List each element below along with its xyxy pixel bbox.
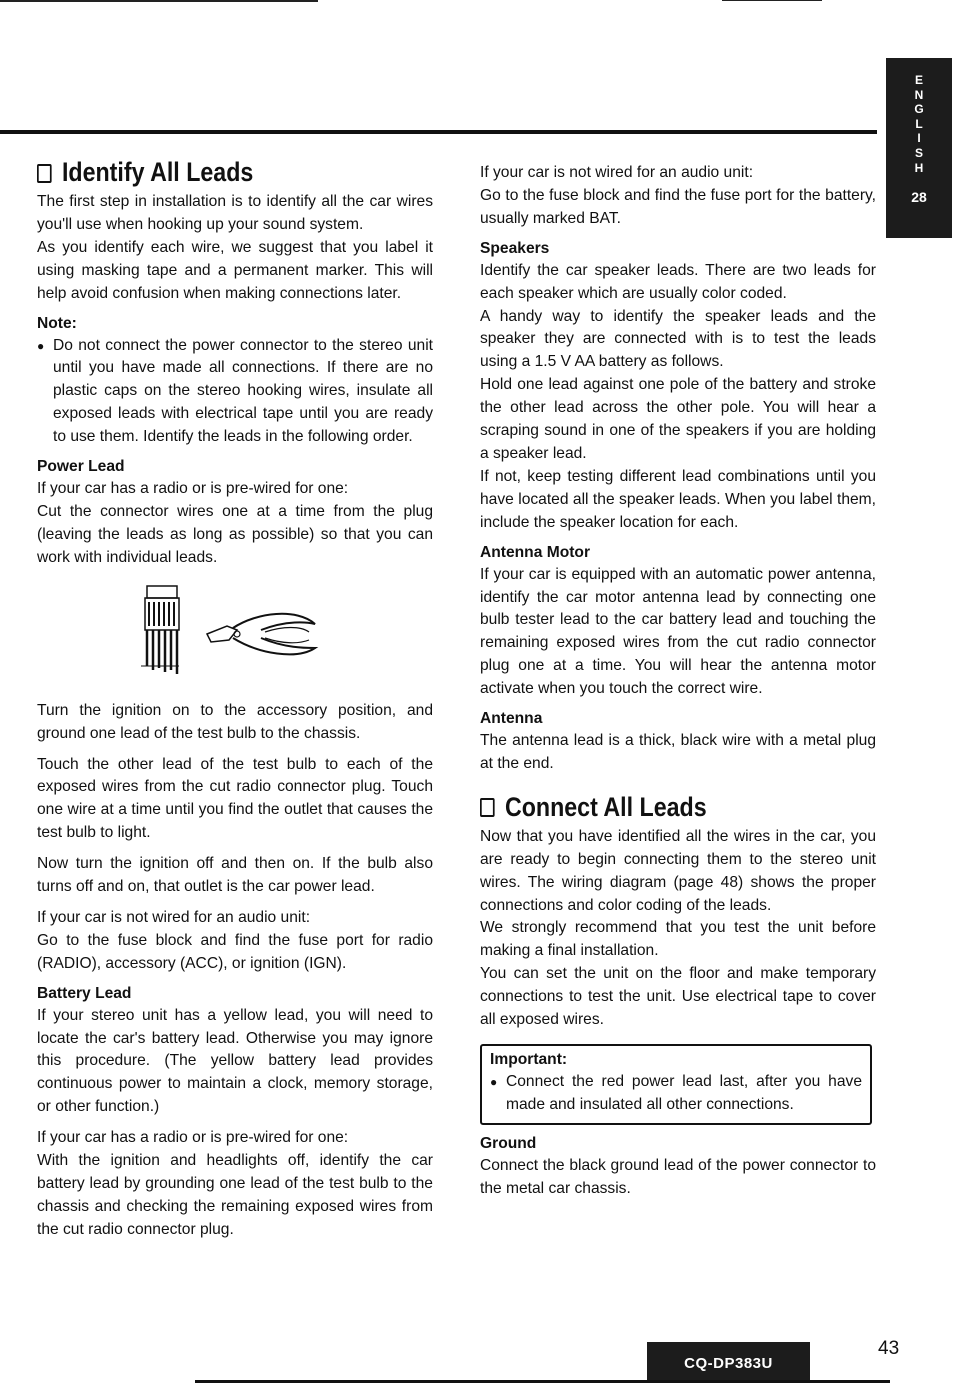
top-edge-line-right (722, 0, 822, 1)
paragraph: If your car is equipped with an automatic power antenna, identify the car motor antenna lead by connecting one bulb tester lead to the car battery lead and touching the remaining exposed wires from the cut radio connector plug one at a time. You will hear the antenna motor activate when you touch the correct wire. (480, 565, 876, 698)
bullet-text: Do not connect the power connector to the stereo unit until you have made all connections. If there are no plastic caps on the stereo hooking wires, insulate all exposed leads with electrical tape until you are ready to use them. Identify the leads in the following order. (53, 336, 433, 446)
important-bullet (490, 1071, 862, 1117)
paragraph: As you identify each wire, we suggest that you label it using masking tape and a permanent marker. This will help avoid confusion when making connections later. (37, 238, 433, 302)
paragraph: If your car has a radio or is pre-wired for one: (37, 1129, 349, 1147)
left-column (37, 155, 433, 1242)
footer-rule (195, 1380, 890, 1383)
paragraph: Now turn the ignition off and then on. If the bulb also turns off and on, that outlet is the car power lead. (37, 855, 433, 896)
tab-letter: E (914, 73, 923, 87)
tab-letter: G (914, 102, 924, 117)
paragraph: Cut the connector wires one at a time from the plug (leaving the leads as long as possible) so that you can work with individual leads. (37, 502, 433, 566)
language-tab-letters (886, 58, 952, 175)
paragraph: Touch the other lead of the test bulb to each of the exposed wires from the cut radio connector plug. Touch one wire at a time until you find the outlet that causes the test bulb to light. (37, 755, 433, 842)
paragraph: We strongly recommend that you test the unit before making a final installation. (480, 919, 876, 960)
paragraph: If your stereo unit has a yellow lead, you will need to locate the car's battery lead. Otherwise you may ignore this procedure. (The yellow battery lead provides continuous power to maintain a clock, memory storage, or other function.) (37, 1006, 433, 1116)
battery-lead-heading: Battery Lead (37, 984, 132, 1002)
tab-letter: N (914, 87, 924, 102)
paragraph: A handy way to identify the speaker leads and the speaker they are connected with is to test the leads using a 1.5 V AA battery as follows. (480, 307, 876, 371)
wire-cutter-illustration (137, 582, 337, 686)
connector-and-cutter-illustration (137, 582, 337, 686)
paragraph: If your car is not wired for an audio unit: (480, 164, 754, 181)
header-rule (0, 130, 877, 134)
right-column (480, 162, 876, 1201)
tab-letter: I (917, 131, 921, 146)
paragraph: Go to the fuse block and find the fuse port for radio (RADIO), accessory (ACC), or ignition (IGN). (37, 931, 433, 972)
note-heading: Note: (37, 314, 77, 332)
checkbox-square-icon (480, 798, 495, 817)
important-heading: Important: (490, 1051, 568, 1068)
paragraph: If not, keep testing different lead combinations until you have located all the speaker leads. When you label them, include the speaker location for each. (480, 467, 876, 531)
checkbox-square-icon (37, 164, 52, 183)
section-title-connect (480, 790, 821, 824)
paragraph: Now that you have identified all the wires in the car, you are ready to begin connecting them to the stereo unit wires. The wiring diagram (page 48) shows the proper connections and color coding of the leads. (480, 827, 876, 914)
power-lead-heading: Power Lead (37, 458, 125, 476)
paragraph: If your car is not wired for an audio unit: (37, 908, 311, 926)
bullet-dot-icon: ● (37, 338, 45, 353)
paragraph: If your car has a radio or is pre-wired for one: (37, 480, 349, 498)
ground-heading: Ground (480, 1134, 537, 1152)
paragraph: Identify the car speaker leads. There are two leads for each speaker which are usually color coded. (480, 261, 876, 302)
paragraph: The antenna lead is a thick, black wire with a metal plug at the end. (480, 732, 876, 772)
section-title-text: Connect All Leads (504, 791, 707, 822)
paragraph: With the ignition and headlights off, identify the car battery lead by grounding one lead of the test bulb to the chassis and checking the remaining exposed wires from the cut radio connector plug. (37, 1152, 433, 1238)
language-tab (886, 58, 952, 238)
tab-letter: L (915, 116, 923, 131)
antenna-heading: Antenna (480, 710, 543, 728)
paragraph: Hold one lead against one pole of the battery and stroke the other lead across the other pole. You will hear a scraping sound in one of the speakers if you are holding a speaker lead. (480, 376, 876, 462)
paragraph: The first step in installation is to identify all the car wires you'll use when hooking up your sound system. (37, 193, 433, 233)
section-title-identify (37, 155, 378, 189)
tab-letter: H (914, 160, 924, 175)
speakers-heading: Speakers (480, 239, 550, 257)
paragraph: Connect the black ground lead of the power connector to the metal car chassis. (480, 1156, 876, 1197)
top-edge-line (0, 0, 318, 2)
section-title-text: Identify All Leads (61, 157, 254, 187)
note-bullet (37, 335, 433, 450)
bullet-dot-icon: ● (490, 1075, 498, 1089)
bullet-text: Connect the red power lead last, after you have made and insulated all other connections. (506, 1073, 862, 1113)
important-box (480, 1044, 872, 1125)
paragraph: Go to the fuse block and find the fuse port for the battery, usually marked BAT. (480, 186, 876, 227)
paragraph: You can set the unit on the floor and make temporary connections to test the unit. Use electrical tape to cover all exposed wires. (480, 965, 876, 1029)
section-number: 28 (911, 189, 927, 206)
antenna-motor-heading: Antenna Motor (480, 543, 591, 561)
paragraph: Turn the ignition on to the accessory position, and ground one lead of the test bulb to the chassis. (37, 701, 433, 742)
page-number: 43 (878, 1338, 900, 1359)
model-badge: CQ-DP383U (647, 1342, 810, 1380)
tab-letter: S (914, 145, 923, 160)
